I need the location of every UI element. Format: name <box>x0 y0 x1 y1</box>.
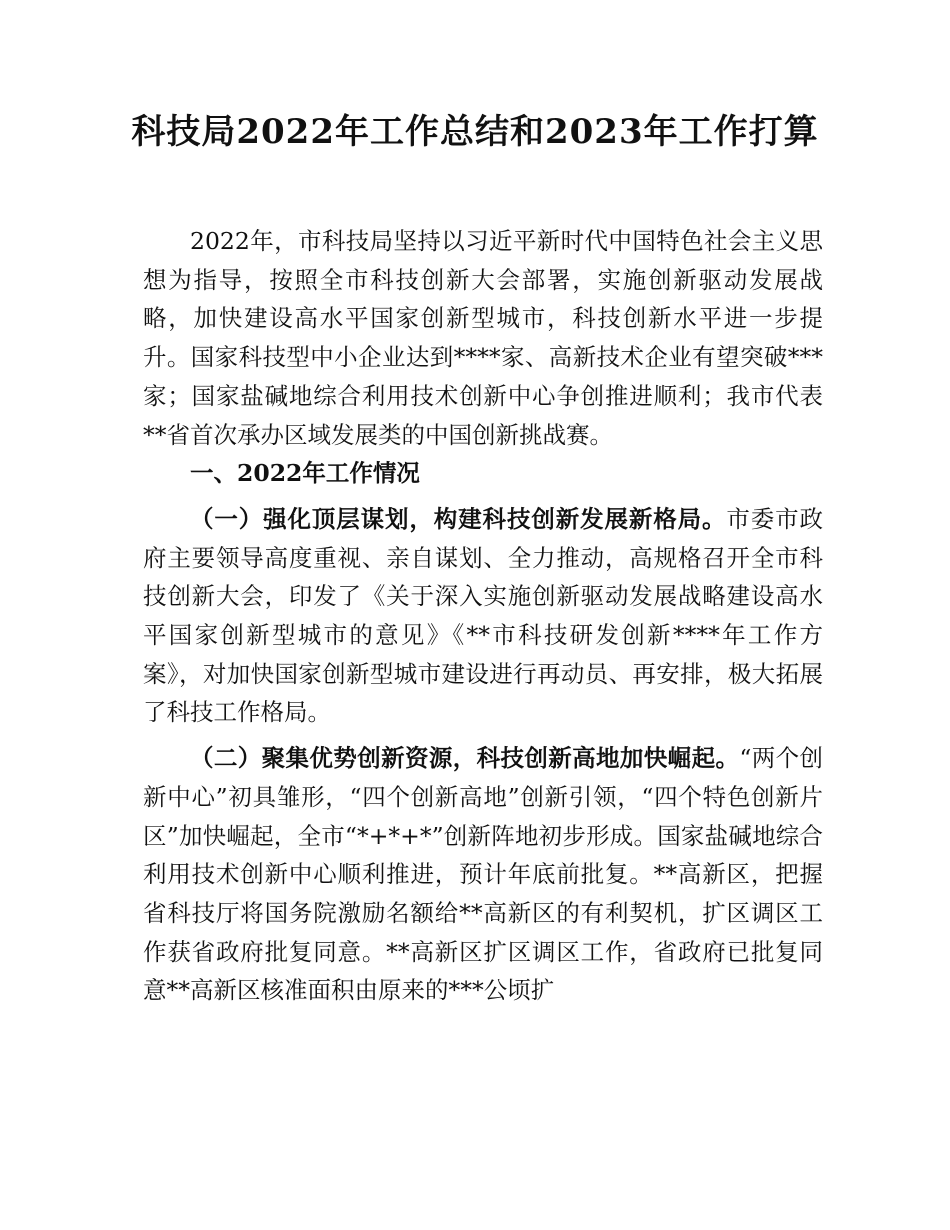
item-text-2: “两个创新中心”初具雏形，“四个创新高地”创新引领，“四个特色创新片区”加快崛起，全市“*+*+*”创新阵地初步形成。国家盐碱地综合利用技术创新中心顺利推进，预计年底前批复。**高新区，把握省科技厅将国务院激励名额给**高新区的有利契机，扩区调区工作获省政府批复同意。**高新区扩区调区工作，省政府已批复同意**高新区核准面积由原来的***公顷扩 <box>143 744 824 1005</box>
document-body <box>143 222 823 1010</box>
item-lead-2: （二）聚集优势创新资源，科技创新高地加快崛起。 <box>190 744 740 773</box>
intro-paragraph: 2022年，市科技局坚持以习近平新时代中国特色社会主义思想为指导，按照全市科技创新大会部署，实施创新驱动发展战略，加快建设高水平国家创新型城市，科技创新水平进一步提升。国家科技型中小企业达到****家、高新技术企业有望突破***家；国家盐碱地综合利用技术创新中心争创推进顺利；我市代表**省首次承办区域发展类的中国创新挑战赛。 <box>143 227 823 449</box>
item-text-1: 市委市政府主要领导高度重视、亲自谋划、全力推动，高规格召开全市科技创新大会，印发了《关于深入实施创新驱动发展战略建设高水平国家创新型城市的意见》《**市科技研发创新****年工作方案》，对加快国家创新型城市建设进行再动员、再安排，极大拓展了科技工作格局。 <box>143 504 823 727</box>
item-paragraph-1 <box>143 500 823 732</box>
item-paragraph-2 <box>143 739 823 1010</box>
document-title: 科技局2022年工作总结和2023年工作打算 <box>131 112 819 152</box>
item-lead-1: （一）强化顶层谋划，构建科技创新发展新格局。 <box>190 504 727 533</box>
section-heading: 一、2022年工作情况 <box>190 459 420 488</box>
